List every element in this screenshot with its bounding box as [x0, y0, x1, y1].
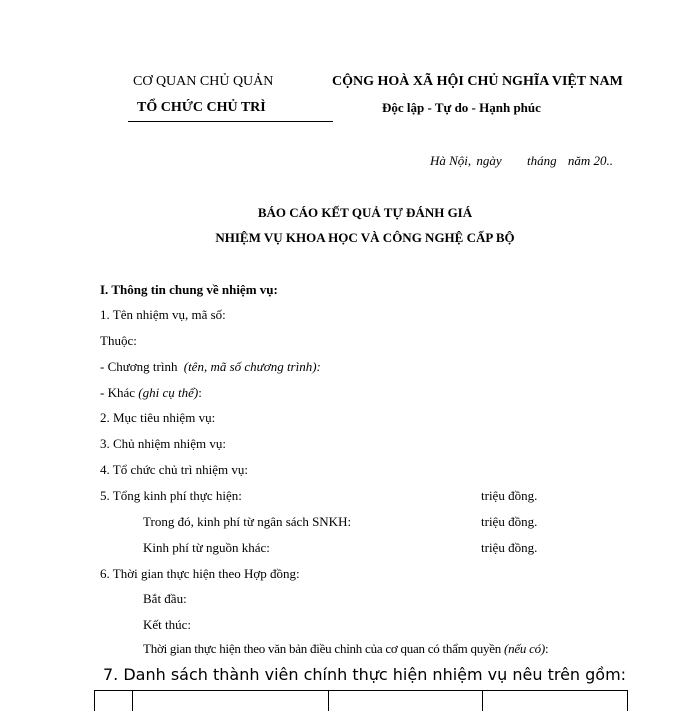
report-title-line-2: NHIỆM VỤ KHOA HỌC VÀ CÔNG NGHỆ CẤP BỘ [215, 230, 515, 245]
adjusted-period-text: Thời gian thực hiện theo văn bản điều chỉnh của cơ quan có thẩm quyền [143, 641, 502, 656]
date-day: ngày [476, 153, 502, 168]
other-note: (ghi cụ thể) [138, 385, 199, 400]
item-7-member-list: 7. Danh sách thành viên chính thực hiện nhiệm vụ nêu trên gồm: [103, 665, 627, 684]
item-5b-unit: triệu đồng. [481, 540, 538, 555]
agency-line-2: TỔ CHỨC CHỦ TRÌ [137, 100, 266, 115]
program-line [100, 359, 321, 375]
adjusted-period-note: (nếu có) [504, 641, 545, 656]
agency-underline [128, 121, 333, 122]
date-year: năm 20.. [567, 153, 613, 168]
item-3-leader: 3. Chủ nhiệm nhiệm vụ: [100, 436, 227, 451]
program-note: (tên, mã số chương trình): [183, 359, 321, 374]
table-column-border [132, 691, 133, 711]
other-colon: : [198, 385, 202, 400]
agency-line-1: CƠ QUAN CHỦ QUẢN [133, 74, 274, 89]
other-line [100, 385, 202, 401]
item-5b-other-budget: Kinh phí từ nguồn khác: [143, 540, 270, 555]
start-date-label: Bắt đầu: [143, 591, 187, 606]
date-month: tháng [526, 153, 557, 168]
end-date-label: Kết thúc: [143, 617, 192, 632]
other-prefix: - Khác [100, 385, 136, 400]
adjusted-period-colon: : [545, 641, 549, 656]
table-column-border [94, 691, 95, 711]
members-table [94, 690, 628, 711]
item-6-contract-period: 6. Thời gian thực hiện theo Hợp đồng: [100, 566, 300, 581]
motto: Độc lập - Tự do - Hạnh phúc [382, 100, 541, 115]
item-5a-unit: triệu đồng. [481, 514, 538, 529]
item-5-total-budget: 5. Tổng kinh phí thực hiện: [100, 488, 242, 503]
item-5-unit: triệu đồng. [481, 488, 538, 503]
table-column-border [328, 691, 329, 711]
date-place-text: Hà Nội, [430, 153, 472, 168]
belongs-to-label: Thuộc: [100, 333, 137, 348]
item-5a-snkh-budget: Trong đó, kinh phí từ ngân sách SNKH: [143, 514, 352, 529]
report-title-line-1: BÁO CÁO KẾT QUẢ TỰ ĐÁNH GIÁ [257, 205, 473, 220]
item-4-host-organization: 4. Tổ chức chủ trì nhiệm vụ: [100, 462, 248, 477]
program-prefix: - Chương trình [100, 359, 178, 374]
section-heading: I. Thông tin chung về nhiệm vụ: [100, 282, 278, 297]
item-2-objective: 2. Mục tiêu nhiệm vụ: [100, 410, 216, 425]
adjusted-period-line [143, 641, 548, 657]
table-column-border [627, 691, 628, 711]
country-name: CỘNG HOÀ XÃ HỘI CHỦ NGHĨA VIỆT NAM [332, 74, 623, 89]
item-1-name-code: 1. Tên nhiệm vụ, mã số: [100, 307, 226, 322]
date-place [430, 153, 613, 169]
table-column-border [482, 691, 483, 711]
